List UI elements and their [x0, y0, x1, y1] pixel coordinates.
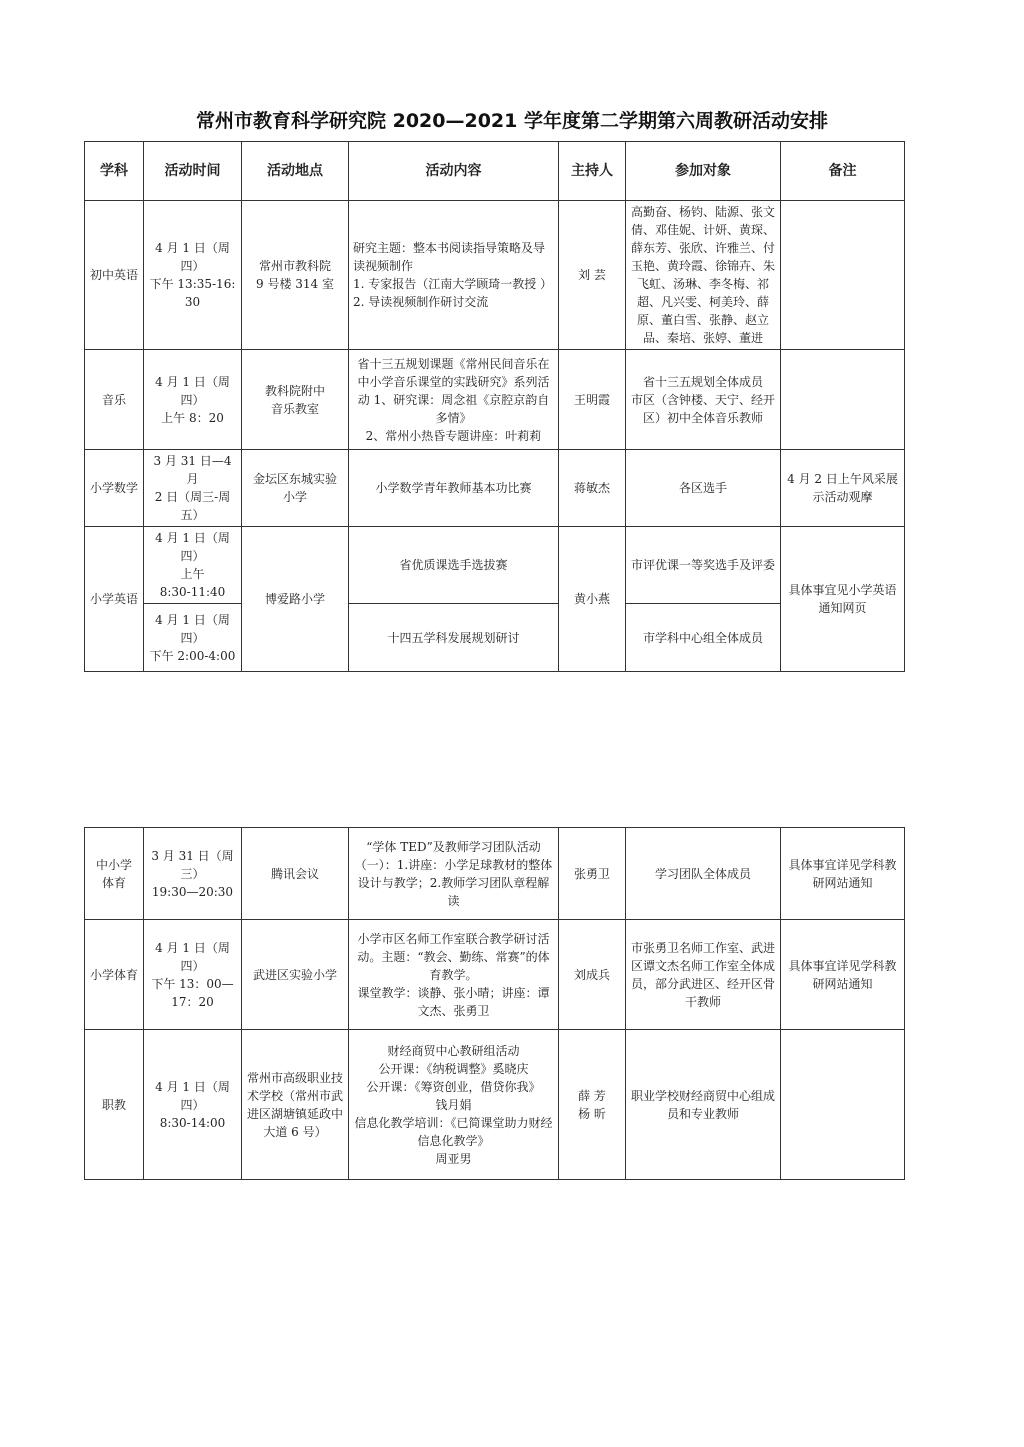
cell-note	[781, 1030, 905, 1180]
cell-host: 刘 芸	[559, 201, 626, 350]
cell-content: 省十三五规划课题《常州民间音乐在中小学音乐课堂的实践研究》系列活动 1、研究课：周念祖《京腔京韵自多情》 2、常州小热昏专题讲座：叶莉莉	[349, 350, 559, 450]
cell-time: 3 月 31 日—4 月 2 日（周三-周五）	[144, 450, 242, 527]
header-host: 主持人	[559, 142, 626, 201]
cell-participants: 学习团队全体成员	[626, 828, 781, 920]
header-note: 备注	[781, 142, 905, 201]
cell-time: 4 月 1 日（周四） 8:30-14:00	[144, 1030, 242, 1180]
cell-time: 3 月 31 日（周三） 19:30—20:30	[144, 828, 242, 920]
cell-subject: 小学数学	[85, 450, 144, 527]
cell-note: 具体事宜详见学科教研网站通知	[781, 920, 905, 1030]
cell-note	[781, 201, 905, 350]
cell-place: 常州市教科院 9 号楼 314 室	[242, 201, 349, 350]
header-row	[85, 142, 905, 201]
cell-time: 4 月 1 日（周四） 上午 8:30-11:40	[144, 527, 242, 604]
cell-note	[781, 350, 905, 450]
table-row	[85, 350, 905, 450]
cell-content: 小学数学青年教师基本功比赛	[349, 450, 559, 527]
cell-content: 十四五学科发展规划研讨	[349, 604, 559, 672]
cell-participants: 市学科中心组全体成员	[626, 604, 781, 672]
cell-subject: 音乐	[85, 350, 144, 450]
cell-note: 具体事宜详见学科教研网站通知	[781, 828, 905, 920]
cell-host: 王明霞	[559, 350, 626, 450]
cell-participants: 高勤奋、杨钧、陆源、张文倩、邓佳妮、计妍、黄琛、薛东芳、张欣、许雅兰、付玉艳、黄玲霞、徐锦卉、朱飞虹、汤琳、李冬梅、祁超、凡兴雯、柯美玲、薛原、董白雪、张静、赵立品、秦培、张婷、董进	[626, 201, 781, 350]
cell-content: 小学市区名师工作室联合教学研讨活动。主题：“教会、勤练、常赛”的体育教学。 课堂教学：谈静、张小晴；讲座：谭文杰、张勇卫	[349, 920, 559, 1030]
cell-content: 研究主题：整本书阅读指导策略及导读视频制作 1. 专家报告（江南大学顾琦一教授 ） 2. 导读视频制作研讨交流	[349, 201, 559, 350]
cell-content: “学体 TED”及教师学习团队活动（一）：1.讲座：小学足球教材的整体设计与教学；2.教师学习团队章程解读	[349, 828, 559, 920]
table-row	[85, 201, 905, 350]
cell-time: 4 月 1 日（周四） 上午 8：20	[144, 350, 242, 450]
cell-time: 4 月 1 日（周四） 下午 13:35-16:30	[144, 201, 242, 350]
cell-subject: 中小学 体育	[85, 828, 144, 920]
cell-place: 常州市高级职业技术学校（常州市武进区湖塘镇延政中大道 6 号）	[242, 1030, 349, 1180]
header-subject: 学科	[85, 142, 144, 201]
cell-place: 博爱路小学	[242, 527, 349, 672]
cell-subject: 初中英语	[85, 201, 144, 350]
table-row	[85, 450, 905, 527]
cell-host: 薛 芳 杨 昕	[559, 1030, 626, 1180]
cell-place: 教科院附中 音乐教室	[242, 350, 349, 450]
cell-place: 金坛区东城实验 小学	[242, 450, 349, 527]
cell-host: 蒋敏杰	[559, 450, 626, 527]
cell-time: 4 月 1 日（周四） 下午 13：00— 17：20	[144, 920, 242, 1030]
cell-note: 具体事宜见小学英语通知网页	[781, 527, 905, 672]
header-place: 活动地点	[242, 142, 349, 201]
cell-subject: 职教	[85, 1030, 144, 1180]
cell-participants: 市张勇卫名师工作室、武进区谭文杰名师工作室全体成员，部分武进区、经开区骨干教师	[626, 920, 781, 1030]
cell-participants: 各区选手	[626, 450, 781, 527]
cell-host: 黄小燕	[559, 527, 626, 672]
cell-place: 腾讯会议	[242, 828, 349, 920]
table-row	[85, 527, 905, 604]
cell-participants: 省十三五规划全体成员 市区（含钟楼、天宁、经开区）初中全体音乐教师	[626, 350, 781, 450]
table-row	[85, 828, 905, 920]
cell-participants: 职业学校财经商贸中心组成员和专业教师	[626, 1030, 781, 1180]
header-participants: 参加对象	[626, 142, 781, 201]
cell-time: 4 月 1 日（周四） 下午 2:00-4:00	[144, 604, 242, 672]
cell-note: 4 月 2 日上午风采展示活动观摩	[781, 450, 905, 527]
schedule-table-1	[84, 141, 905, 672]
cell-host: 刘成兵	[559, 920, 626, 1030]
cell-participants: 市评优课一等奖选手及评委	[626, 527, 781, 604]
page-title: 常州市教育科学研究院 2020—2021 学年度第二学期第六周教研活动安排	[196, 110, 828, 132]
cell-content: 财经商贸中心教研组活动 公开课：《纳税调整》奚晓庆 公开课：《筹资创业，借贷你我》 钱月娟 信息化教学培训：《已简课堂助力财经信息化教学》 周亚男	[349, 1030, 559, 1180]
cell-content: 省优质课选手选拔赛	[349, 527, 559, 604]
cell-host: 张勇卫	[559, 828, 626, 920]
schedule-table-2	[84, 827, 905, 1180]
header-content: 活动内容	[349, 142, 559, 201]
table-row	[85, 1030, 905, 1180]
cell-subject: 小学体育	[85, 920, 144, 1030]
table-row	[85, 920, 905, 1030]
cell-subject: 小学英语	[85, 527, 144, 672]
cell-place: 武进区实验小学	[242, 920, 349, 1030]
header-time: 活动时间	[144, 142, 242, 201]
